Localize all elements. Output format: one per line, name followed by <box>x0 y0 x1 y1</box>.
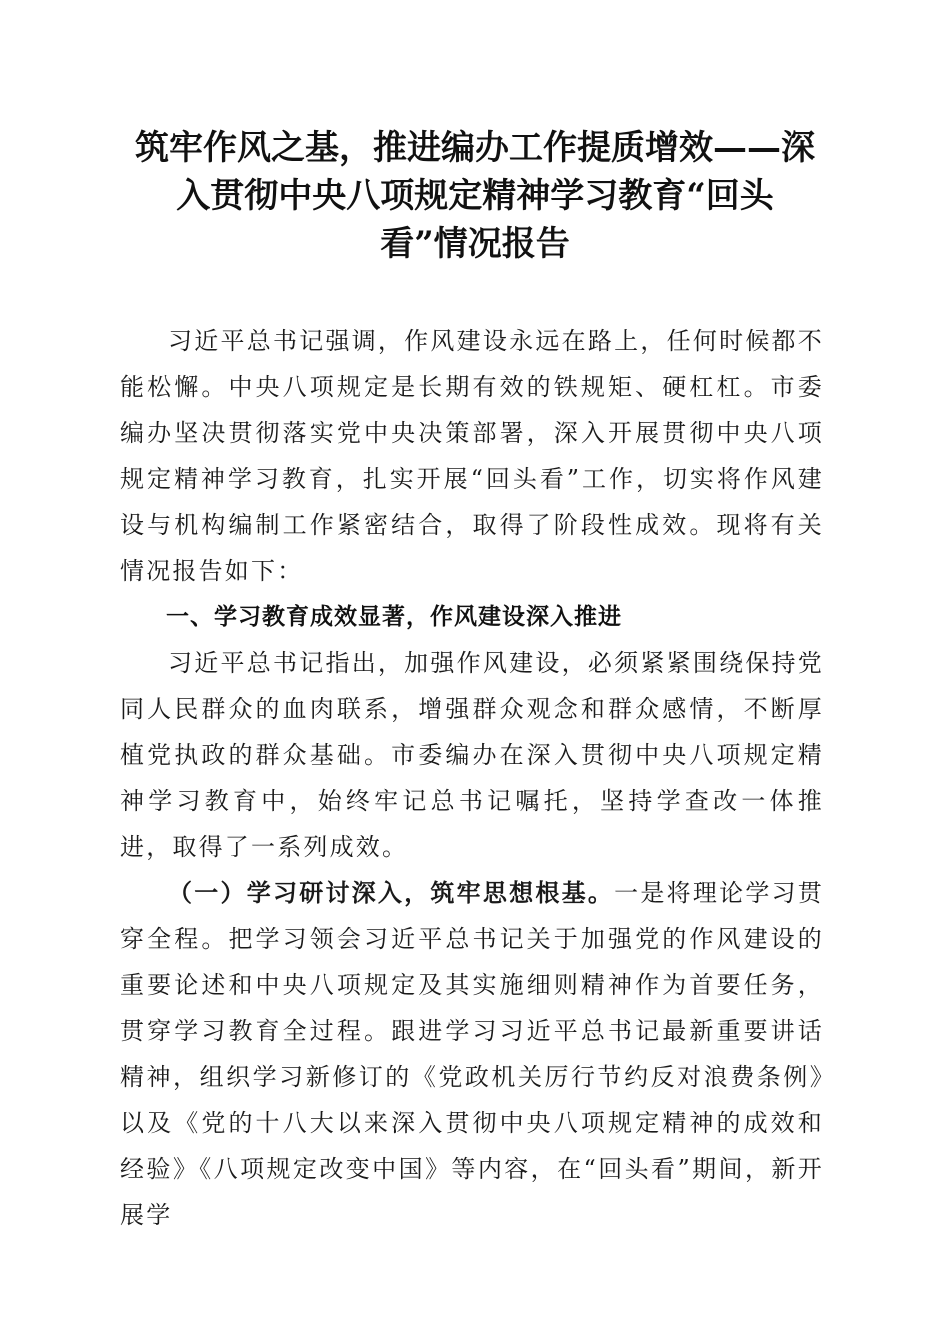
intro-paragraph: 习近平总书记强调，作风建设永远在路上，任何时候都不能松懈。中央八项规定是长期有效的铁规矩、硬杠杠。市委编办坚决贯彻落实党中央决策部署，深入开展贯彻中央八项规定精神学习教育，扎实开展“回头看”工作，切实将作风建设与机构编制工作紧密结合，取得了阶段性成效。现将有关情况报告如下： <box>120 327 824 585</box>
document-title <box>100 124 850 268</box>
title-line-2: 入贯彻中央八项规定精神学习教育“回头 <box>176 176 774 216</box>
document-body <box>120 318 824 1238</box>
subsection-1-text: 一是将理论学习贯穿全程。把学习领会习近平总书记关于加强党的作风建设的重要论述和中央八项规定及其实施细则精神作为首要任务，贯穿学习教育全过程。跟进学习习近平总书记最新重要讲话精神，组织学习新修订的《党政机关厉行节约反对浪费条例》以及《党的十八大以来深入贯彻中央八项规定精神的成效和经验》《八项规定改变中国》等内容，在“回头看”期间，新开展学 <box>120 879 824 1229</box>
section-1-paragraph: 习近平总书记指出，加强作风建设，必须紧紧围绕保持党同人民群众的血肉联系，增强群众观念和群众感情，不断厚植党执政的群众基础。市委编办在深入贯彻中央八项规定精神学习教育中，始终牢记总书记嘱托，坚持学查改一体推进，取得了一系列成效。 <box>120 649 824 861</box>
section-heading-1: 一、学习教育成效显著，作风建设深入推进 <box>166 604 622 630</box>
subsection-heading-1: （一）学习研讨深入，筑牢思想根基。 <box>168 878 615 907</box>
title-line-3: 看”情况报告 <box>380 224 570 264</box>
subsection-1-paragraph <box>120 870 824 1238</box>
title-line-1: 筑牢作风之基，推进编办工作提质增效——深 <box>135 128 815 168</box>
